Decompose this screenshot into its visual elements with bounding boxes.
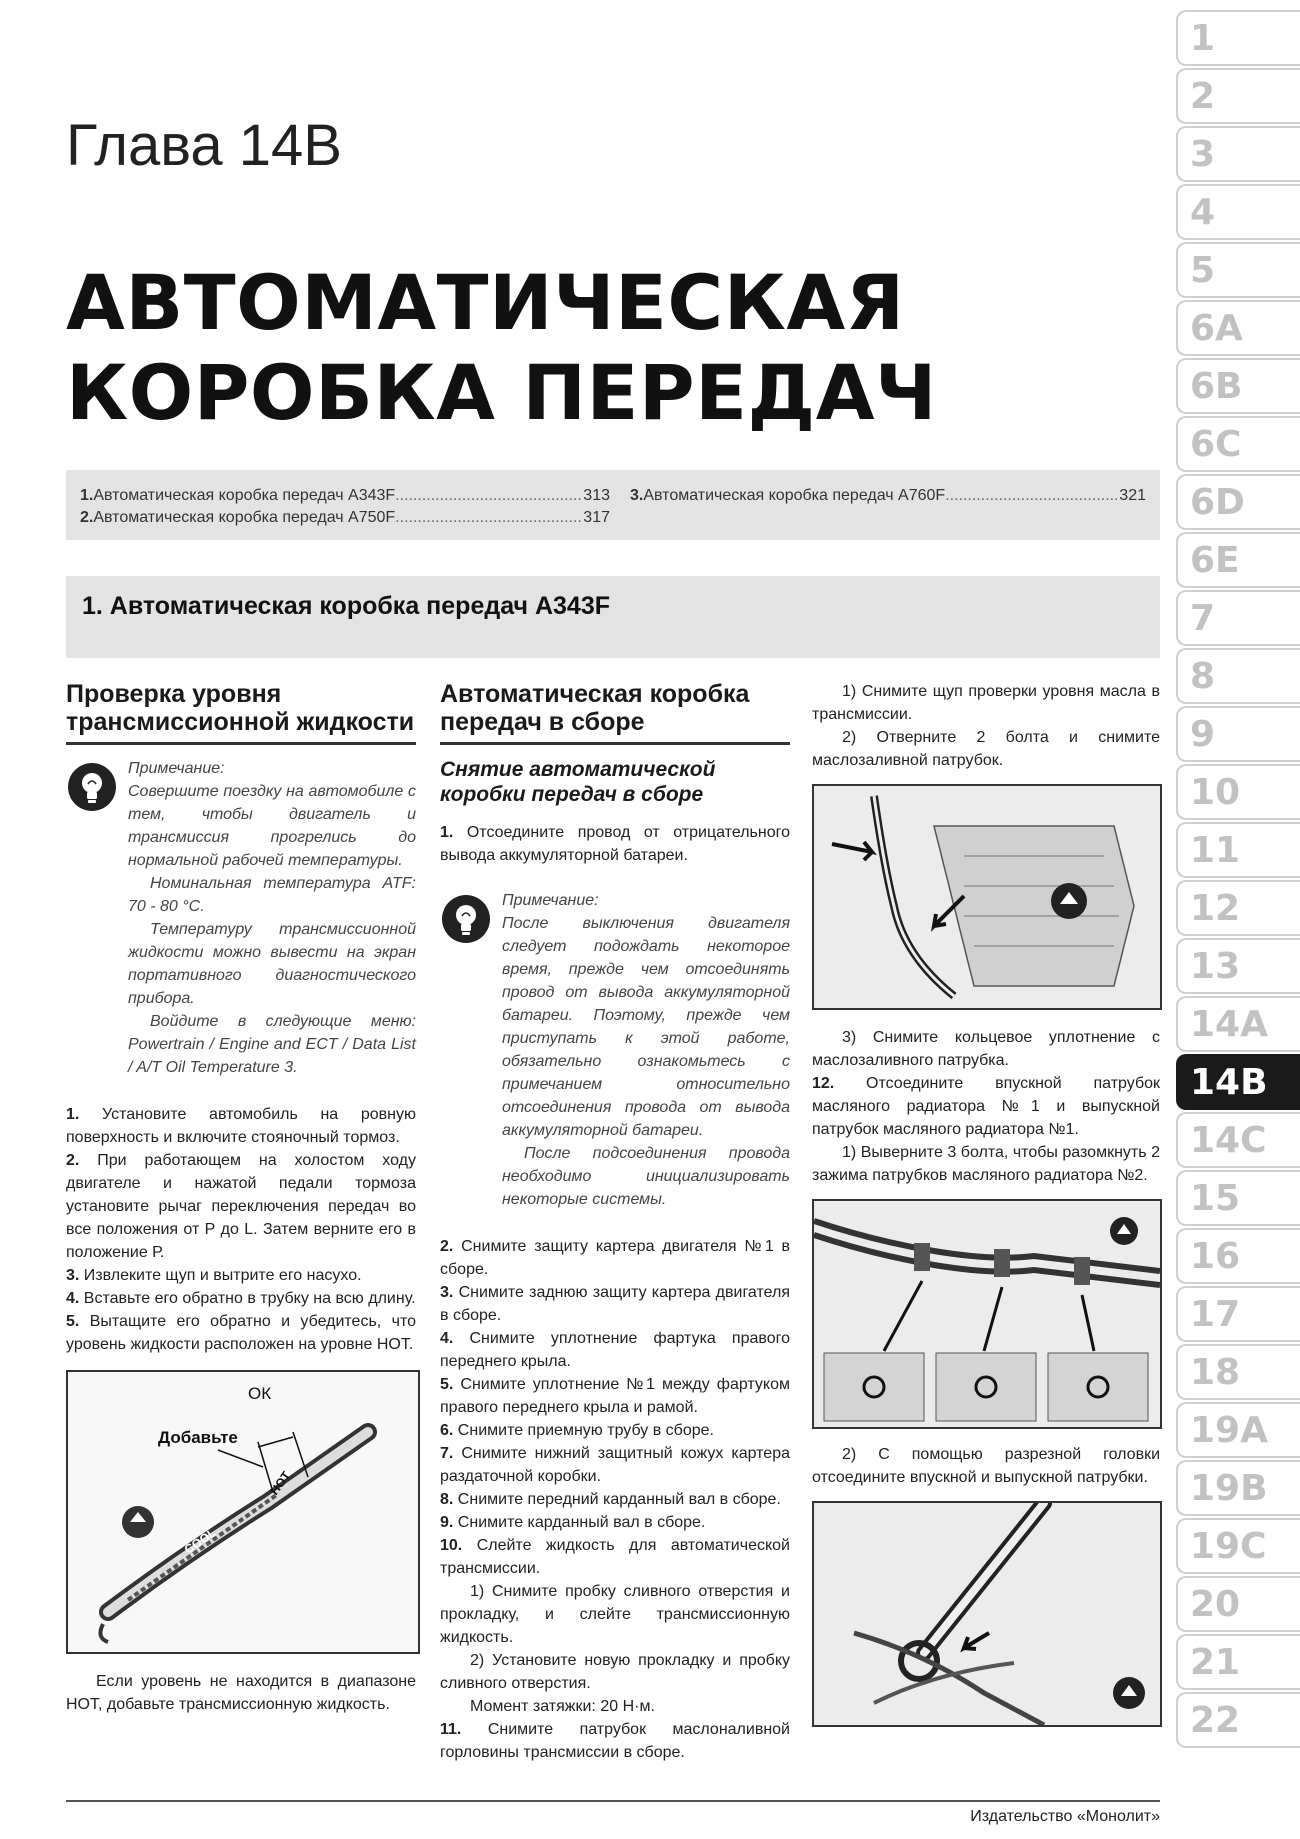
chapter-tab[interactable]: 14А — [1176, 996, 1300, 1052]
step-number: 5. — [440, 1376, 454, 1393]
chapter-tab[interactable]: 1 — [1176, 10, 1300, 66]
step-number: 2. — [440, 1238, 454, 1255]
chapter-tab[interactable]: 14В — [1176, 1054, 1300, 1110]
step-item — [66, 1264, 416, 1287]
publisher-footer: Издательство «Монолит» — [970, 1808, 1160, 1825]
chapter-tab[interactable]: 5 — [1176, 242, 1300, 298]
chapter-tab[interactable]: 15 — [1176, 1170, 1300, 1226]
add-label: Добавьте — [158, 1428, 238, 1447]
step-number: 2. — [66, 1152, 80, 1169]
torque-spec: Момент затяжки: 20 Н·м. — [470, 1698, 655, 1715]
chapter-tab[interactable]: 6Е — [1176, 532, 1300, 588]
paragraph: Если уровень не находится в диапазоне НОТ, добавьте трансмиссионную жидкость. — [66, 1673, 416, 1713]
lightbulb-icon — [68, 763, 116, 811]
step-number: 3. — [440, 1284, 454, 1301]
step-text: Снимите карданный вал в сборе. — [457, 1514, 706, 1531]
substep: 2) Отверните 2 болта и снимите маслозаливной патрубок. — [812, 729, 1160, 769]
note-block — [66, 757, 416, 1079]
step-text: Снимите приемную трубу в сборе. — [457, 1422, 714, 1439]
column-right — [812, 680, 1160, 1727]
chapter-title: АВТОМАТИЧЕСКАЯ КОРОБКА ПЕРЕДАЧ — [66, 258, 937, 437]
step-item — [440, 1718, 790, 1764]
step-text: Слейте жидкость для автоматической трансмиссии. — [440, 1537, 790, 1577]
table-of-contents — [66, 470, 1160, 540]
spacer — [66, 1654, 416, 1670]
note-label: Примечание: — [128, 760, 225, 777]
chapter-tab[interactable]: 20 — [1176, 1576, 1300, 1632]
step-item — [440, 1235, 790, 1281]
toc-leader-dots — [395, 485, 581, 507]
chapter-tab[interactable]: 6А — [1176, 300, 1300, 356]
flare-wrench-drawing — [814, 1503, 1160, 1725]
section-header — [66, 576, 1160, 658]
dipstick-figure — [66, 1370, 420, 1654]
chapter-tab[interactable]: 19В — [1176, 1460, 1300, 1516]
chapter-tab[interactable]: 19А — [1176, 1402, 1300, 1458]
chapter-tab[interactable]: 2 — [1176, 68, 1300, 124]
step-number: 7. — [440, 1445, 454, 1462]
toc-leader-dots — [395, 507, 581, 529]
step-text: Отсоедините впускной патрубок масляного радиатора №1 и выпускной патрубок масляного радиатора №1. — [812, 1075, 1160, 1138]
step-item — [66, 1287, 416, 1310]
substep: 2) Установите новую прокладку и пробку сливного отверстия. — [440, 1652, 790, 1692]
substep: 1) Снимите щуп проверки уровня масла в трансмиссии. — [812, 683, 1160, 723]
spacer — [440, 867, 790, 889]
ok-label: ОК — [248, 1384, 272, 1403]
chapter-tab[interactable]: 6С — [1176, 416, 1300, 472]
lightbulb-icon-glyph — [451, 902, 481, 936]
lightbulb-icon — [442, 895, 490, 943]
step-number: 9. — [440, 1514, 454, 1531]
hot-label: HOT — [267, 1468, 294, 1498]
chapter-tab[interactable]: 13 — [1176, 938, 1300, 994]
step-number: 10. — [440, 1537, 463, 1554]
toc-entry-page: 313 — [583, 487, 610, 504]
lightbulb-icon-glyph — [77, 770, 107, 804]
step-item — [66, 1103, 416, 1149]
step-text: Снимите патрубок маслоналивной горловины трансмиссии в сборе. — [440, 1721, 790, 1761]
step-item — [440, 1281, 790, 1327]
subsection-heading: Автоматическая коробка передач в сборе — [440, 680, 790, 745]
chapter-tab[interactable]: 17 — [1176, 1286, 1300, 1342]
substep: 1) Снимите пробку сливного отверстия и прокладку, и слейте трансмиссионную жидкость. — [440, 1583, 790, 1646]
dipstick-drawing — [68, 1372, 418, 1652]
subsection-heading: Проверка уровня трансмиссионной жидкости — [66, 680, 416, 745]
toc-entry-title: Автоматическая коробка передач А750F — [93, 509, 396, 526]
step-number: 4. — [66, 1290, 80, 1307]
step-text: Установите автомобиль на ровную поверхность и включите стояночный тормоз. — [66, 1106, 416, 1146]
step-text: Снимите заднюю защиту картера двигателя в сборе. — [440, 1284, 790, 1324]
toc-entry-page: 321 — [1119, 487, 1146, 504]
step-text: Снимите нижний защитный кожух картера раздаточной коробки. — [440, 1445, 791, 1485]
step-number: 5. — [66, 1313, 80, 1330]
toc-entry-number: 3. — [630, 487, 644, 504]
step-item — [440, 1534, 790, 1580]
toc-entry-number: 2. — [80, 509, 94, 526]
step-item — [440, 1511, 790, 1534]
note-text: Совершите поездку на автомобиле с тем, чтобы двигатель и трансмиссия прогрелись до нормальной рабочей температуры. — [128, 783, 416, 869]
note-label: Примечание: — [502, 892, 599, 909]
toc-column-left — [80, 485, 610, 529]
note-text: Номинальная температура ATF: 70 - 80 °С. — [128, 875, 416, 915]
step-item — [812, 1072, 1160, 1141]
toc-entry[interactable] — [630, 485, 1146, 507]
step-text: При работающем на холостом ходу двигателе и нажатой педали тормоза установите рычаг переключения передач во все положения от Р до L. Затем верните его в положение Р. — [66, 1152, 416, 1261]
note-text: Войдите в следующие меню: Powertrain / Engine and ECT / Data List / A/T Oil Temperature 3. — [128, 1013, 416, 1076]
step-text: Снимите передний карданный вал в сборе. — [457, 1491, 781, 1508]
chapter-tab[interactable]: 6D — [1176, 474, 1300, 530]
step-number: 4. — [440, 1330, 454, 1347]
toc-leader-dots — [945, 485, 1117, 507]
step-item — [66, 1149, 416, 1264]
step-item — [66, 1310, 416, 1356]
note-block — [440, 889, 790, 1211]
substep: 2) С помощью разрезной головки отсоедините впускной и выпускной патрубки. — [812, 1446, 1160, 1486]
step-text: Извлеките щуп и вытрите его насухо. — [83, 1267, 362, 1284]
step-item — [440, 1373, 790, 1419]
flare-wrench-figure — [812, 1501, 1162, 1727]
step-item — [440, 1327, 790, 1373]
note-text: После выключения двигателя следует подождать некоторое время, прежде чем отсоединять провод от вывода аккумуляторной батареи. Поэтому, прежде чем приступать к этой работе, обязательно ознакомьтесь с примечанием относительно отсоединения провода от вывода аккумуляторной батареи. — [502, 915, 790, 1139]
chapter-tab[interactable]: 8 — [1176, 648, 1300, 704]
step-number: 12. — [812, 1075, 835, 1092]
toc-entry[interactable] — [80, 485, 610, 507]
filler-tube-drawing — [814, 786, 1160, 1008]
toc-entry-number: 1. — [80, 487, 94, 504]
step-item — [440, 1419, 790, 1442]
cool-label: COOL — [181, 1525, 219, 1557]
chapter-tab[interactable]: 4 — [1176, 184, 1300, 240]
note-text: Температуру трансмиссионной жидкости можно вывести на экран портативного диагностического прибора. — [128, 921, 416, 1007]
step-number: 1. — [440, 824, 454, 841]
procedure-heading: Снятие автоматической коробки передач в сборе — [440, 758, 716, 806]
toc-entry-page: 317 — [583, 509, 610, 526]
chapter-number: Глава 14В — [66, 113, 342, 178]
chapter-tab[interactable]: 11 — [1176, 822, 1300, 878]
chapter-tab[interactable]: 9 — [1176, 706, 1300, 762]
cooler-pipe-drawing — [814, 1201, 1160, 1427]
step-number: 11. — [440, 1721, 462, 1738]
chapter-tab[interactable]: 22 — [1176, 1692, 1300, 1748]
step-number: 1. — [66, 1106, 80, 1123]
chapter-tab[interactable]: 6В — [1176, 358, 1300, 414]
chapter-tab[interactable]: 21 — [1176, 1634, 1300, 1690]
chapter-tab[interactable]: 3 — [1176, 126, 1300, 182]
step-text: Снимите уплотнение №1 между фартуком правого переднего крыла и рамой. — [440, 1376, 790, 1416]
footer-divider — [66, 1800, 1160, 1802]
column-left — [66, 680, 416, 1716]
toc-entry[interactable] — [80, 507, 610, 529]
step-text: Снимите защиту картера двигателя №1 в сборе. — [440, 1238, 790, 1278]
chapter-tab[interactable]: 16 — [1176, 1228, 1300, 1284]
step-item — [440, 821, 790, 867]
step-text: Отсоедините провод от отрицательного вывода аккумуляторной батареи. — [440, 824, 790, 864]
column-middle — [440, 680, 790, 1764]
toc-entry-title: Автоматическая коробка передач А343F — [93, 487, 396, 504]
toc-entry-title: Автоматическая коробка передач А760F — [643, 487, 946, 504]
chapter-tab[interactable]: 19С — [1176, 1518, 1300, 1574]
step-number: 3. — [66, 1267, 80, 1284]
chapter-tabs — [1176, 10, 1300, 1750]
filler-tube-figure — [812, 784, 1162, 1010]
substep: 3) Снимите кольцевое уплотнение с маслозаливного патрубка. — [812, 1029, 1160, 1069]
chapter-tab[interactable]: 7 — [1176, 590, 1300, 646]
chapter-tab[interactable]: 14С — [1176, 1112, 1300, 1168]
toc-column-right — [630, 485, 1146, 507]
cooler-pipe-figure — [812, 1199, 1162, 1429]
chapter-tab[interactable]: 18 — [1176, 1344, 1300, 1400]
section-title: 1. Автоматическая коробка передач А343F — [82, 592, 610, 620]
step-number: 6. — [440, 1422, 454, 1439]
step-text: Снимите уплотнение фартука правого переднего крыла. — [440, 1330, 790, 1370]
substep: 1) Выверните 3 болта, чтобы разомкнуть 2 зажима патрубков масляного радиатора №2. — [812, 1144, 1160, 1184]
step-number: 8. — [440, 1491, 454, 1508]
step-item — [440, 1488, 790, 1511]
step-text: Вытащите его обратно и убедитесь, что уровень жидкости расположен на уровне НОТ. — [66, 1313, 416, 1353]
chapter-tab[interactable]: 10 — [1176, 764, 1300, 820]
step-item — [440, 1442, 790, 1488]
step-text: Вставьте его обратно в трубку на всю длину. — [83, 1290, 416, 1307]
chapter-tab[interactable]: 12 — [1176, 880, 1300, 936]
note-text: После подсоединения провода необходимо инициализировать некоторые системы. — [502, 1145, 790, 1208]
